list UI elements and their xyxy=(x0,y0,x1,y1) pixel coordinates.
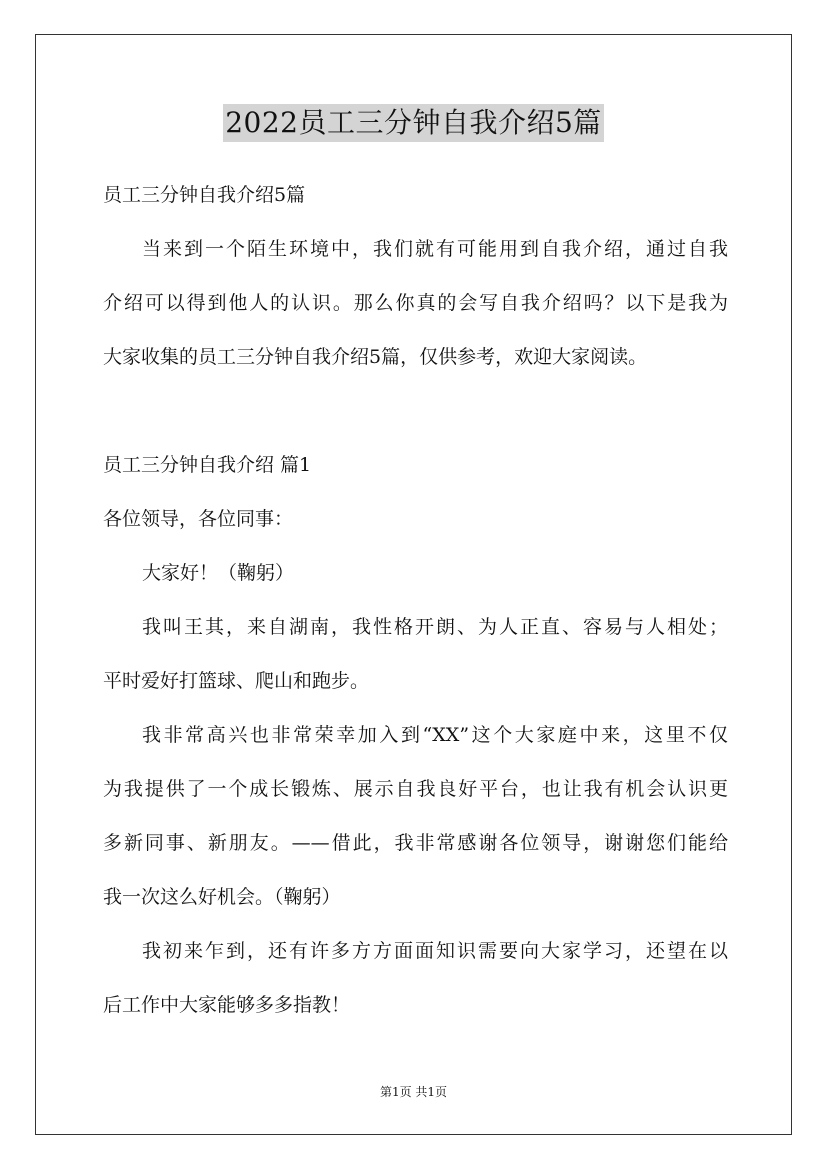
paragraph-4-line-2: 后工作中大家能够多多指教！ xyxy=(103,994,351,1016)
paragraph-3-line-1: 我非常高兴也非常荣幸加入到“XX”这个大家庭中来，这里不仅 xyxy=(142,724,728,746)
paragraph-3-line-4: 我一次这么好机会。（鞠躬） xyxy=(103,886,341,908)
greeting-line: 各位领导，各位同事： xyxy=(103,508,294,530)
intro-paragraph-line-2: 介绍可以得到他人的认识。那么你真的会写自我介绍吗？以下是我为 xyxy=(103,292,728,314)
intro-paragraph-line-3: 大家收集的员工三分钟自我介绍5篇，仅供参考，欢迎大家阅读。 xyxy=(103,346,648,368)
paragraph-3-line-3: 多新同事、新朋友。——借此，我非常感谢各位领导，谢谢您们能给 xyxy=(103,832,728,854)
hello-line: 大家好！（鞠躬） xyxy=(142,562,295,584)
intro-heading: 员工三分钟自我介绍5篇 xyxy=(103,184,306,206)
paragraph-3-line-2: 为我提供了一个成长锻炼、展示自我良好平台，也让我有机会认识更 xyxy=(103,778,728,800)
section-heading-1: 员工三分钟自我介绍 篇1 xyxy=(103,454,312,476)
intro-paragraph-line-1: 当来到一个陌生环境中，我们就有可能用到自我介绍，通过自我 xyxy=(142,238,728,260)
paragraph-2-line-1: 我叫王其，来自湖南，我性格开朗、为人正直、容易与人相处； xyxy=(142,616,728,638)
paragraph-4-line-1: 我初来乍到，还有许多方方面面知识需要向大家学习，还望在以 xyxy=(142,940,728,962)
title-container xyxy=(0,104,827,142)
paragraph-2-line-2: 平时爱好打篮球、爬山和跑步。 xyxy=(103,670,370,692)
document-title: 2022员工三分钟自我介绍5篇 xyxy=(223,104,604,142)
page-footer: 第1页 共1页 xyxy=(379,1085,448,1099)
